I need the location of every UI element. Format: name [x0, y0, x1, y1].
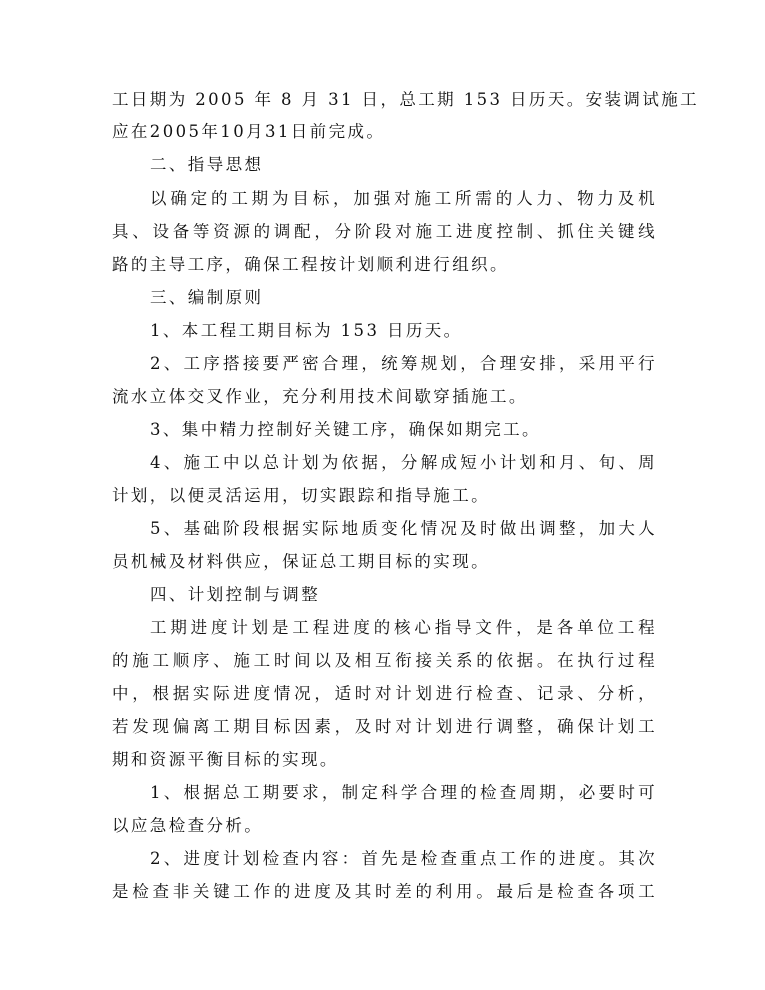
section-heading: 四、计划控制与调整: [150, 585, 321, 604]
text-line: 以应急检查分析。: [112, 816, 264, 835]
text-line: 应在2005年10月31日前完成。: [112, 122, 386, 141]
text-line: 流水立体交叉作业，充分利用技术间歇穿插施工。: [112, 387, 528, 406]
section-heading: 三、编制原则: [150, 288, 264, 307]
text-line: 期和资源平衡目标的实现。: [112, 750, 339, 769]
text-line: 5、基础阶段根据实际地质变化情况及时做出调整，加大人: [150, 519, 657, 538]
text-line: 中，根据实际进度情况，适时对计划进行检查、记录、分析，: [112, 684, 657, 703]
text-line: 2、工序搭接要严密合理，统筹规划，合理安排，采用平行: [150, 354, 657, 373]
text-line: 的施工顺序、施工时间以及相互衔接关系的依据。在执行过程: [112, 651, 657, 670]
text-line: 若发现偏离工期目标因素，及时对计划进行调整，确保计划工: [112, 717, 657, 736]
text-line: 4、施工中以总计划为依据，分解成短小计划和月、旬、周: [150, 453, 657, 472]
text-line: 2、进度计划检查内容：首先是检查重点工作的进度。其次: [150, 849, 657, 868]
text-line: 工期进度计划是工程进度的核心指导文件，是各单位工程: [150, 618, 657, 637]
text-line: 1、本工程工期目标为 153 日历天。: [150, 321, 463, 340]
section-heading: 二、指导思想: [150, 155, 264, 174]
text-line: 员机械及材料供应，保证总工期目标的实现。: [112, 552, 490, 571]
text-line: 计划，以便灵活运用，切实跟踪和指导施工。: [112, 486, 490, 505]
text-line: 以确定的工期为目标，加强对施工所需的人力、物力及机: [150, 189, 657, 208]
text-line: 工日期为 2005 年 8 月 31 日，总工期 153 日历天。安装调试施工: [112, 90, 700, 109]
text-line: 3、集中精力控制好关键工序，确保如期完工。: [150, 420, 541, 439]
text-line: 路的主导工序，确保工程按计划顺利进行组织。: [112, 255, 509, 274]
text-line: 1、根据总工期要求，制定科学合理的检查周期，必要时可: [150, 783, 657, 802]
text-line: 是检查非关键工作的进度及其时差的利用。最后是检查各项工: [112, 882, 657, 901]
text-line: 具、设备等资源的调配，分阶段对施工进度控制、抓住关键线: [112, 222, 657, 241]
